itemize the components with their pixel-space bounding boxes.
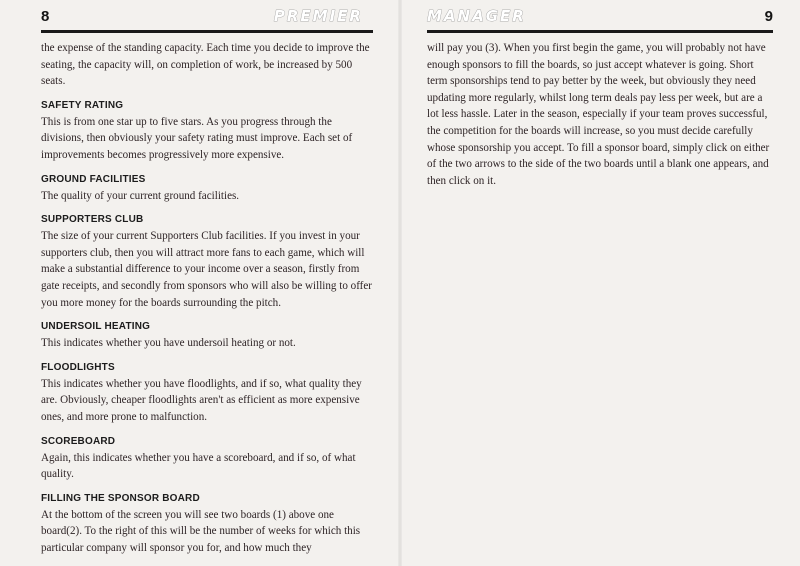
header-rule xyxy=(427,30,773,33)
right-page-content xyxy=(427,40,773,189)
section-heading: GROUND FACILITIES xyxy=(41,173,146,185)
section-filling-sponsor-board xyxy=(41,491,373,557)
section-heading: FLOODLIGHTS xyxy=(41,361,115,373)
intro-paragraph: the expense of the standing capacity. Each time you decide to improve the seating, the capacity will, on completion of work, be increased by 500 seats. xyxy=(41,42,370,88)
page-number: 8 xyxy=(41,8,50,25)
section-body: Again, this indicates whether you have a scoreboard, and if so, of what quality. xyxy=(41,451,356,481)
section-heading: UNDERSOIL HEATING xyxy=(41,321,151,333)
right-page-header xyxy=(427,6,773,32)
section-undersoil-heating xyxy=(41,319,373,352)
section-floodlights xyxy=(41,360,373,426)
section-body: The quality of your current ground facilities. xyxy=(41,189,240,202)
header-rule xyxy=(41,30,373,33)
section-scoreboard xyxy=(41,434,373,483)
section-body: This is from one star up to five stars. As you progress through the divisions, then obviously your safety rating must improve. Each set of improvements becomes progressively more expensive. xyxy=(41,115,353,161)
left-page-content xyxy=(41,40,373,556)
header-brand-manager: MANAGER xyxy=(427,7,526,25)
section-heading: SCOREBOARD xyxy=(41,435,116,447)
right-page xyxy=(400,0,800,566)
section-body: This indicates whether you have undersoil heating or not. xyxy=(41,337,296,350)
page-number: 9 xyxy=(764,8,773,25)
section-body: At the bottom of the screen you will see two boards (1) above one board(2). To the right of this will be the number of weeks for which this particular company will sponsor you for, and how much they xyxy=(41,508,361,554)
continued-paragraph: will pay you (3). When you first begin the game, you will probably not have enough sponsors to fill the boards, so just accept whatever is going. Short term sponsorships tend to pay better by the week, but obviously they need updating more regularly, whilst long term deals pay less per week, but are a lot less hassle. Later in the season, especially if your team proves successful, the competition for the boards will increase, so you must decide carefully whose sponsorship you accept. To fill a sponsor board, simply click on either of the two arrows to the side of the two boards until a blank one appears, and then click on it. xyxy=(427,42,770,187)
left-page-header xyxy=(41,6,373,32)
section-ground-facilities xyxy=(41,172,373,205)
section-heading: SAFETY RATING xyxy=(41,99,124,111)
section-body: This indicates whether you have floodlights, and if so, what quality they are. Obviously, cheaper floodlights aren't as efficient as more expensive ones, and more prone to malfunction. xyxy=(41,377,362,423)
section-supporters-club xyxy=(41,212,373,311)
section-heading: SUPPORTERS CLUB xyxy=(41,214,144,226)
section-body: The size of your current Supporters Club facilities. If you invest in your supporters club, then you will attract more fans to each game, which will make a substantial difference to your income over a season, firstly from gate receipts, and secondly from sponsors who will also be willing to offer you more money for the boards surrounding the pitch. xyxy=(41,230,372,309)
section-safety-rating xyxy=(41,98,373,164)
header-brand-premier: PREMIER xyxy=(273,7,363,25)
section-heading: FILLING THE SPONSOR BOARD xyxy=(41,492,200,504)
